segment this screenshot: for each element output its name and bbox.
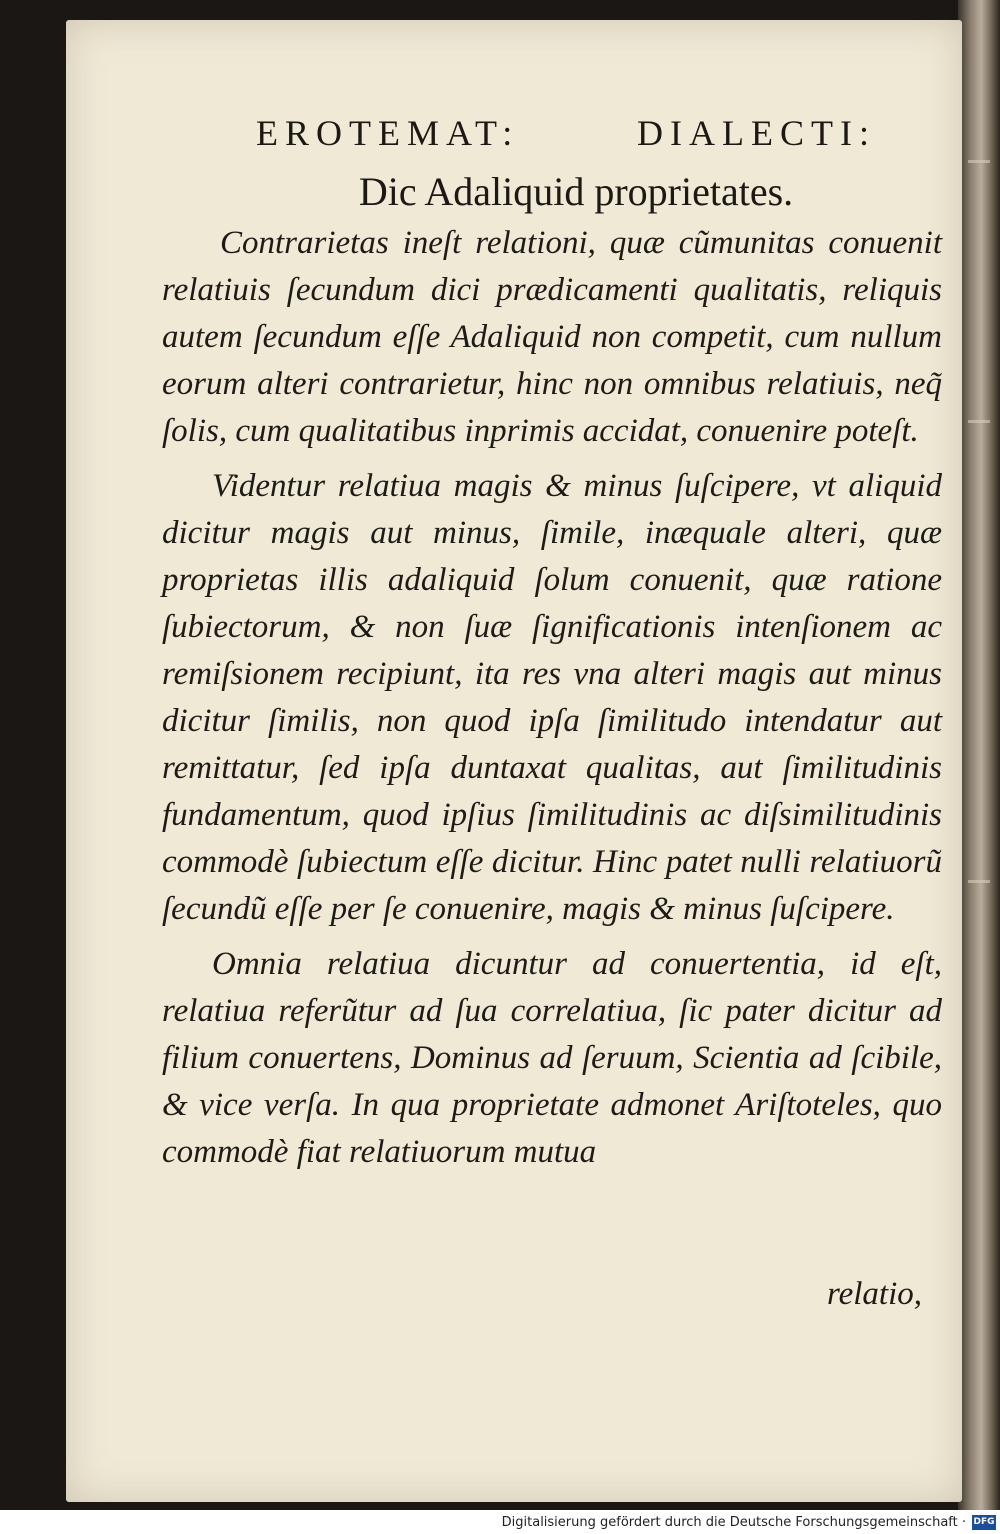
paragraph-3: Omnia relatiua dicuntur ad conuertentia, id eſt, relatiua referũtur ad ſua correlatiua, ſic pater dicitur ad filium conuertens, Dominus ad ſeruum, Scientia ad ſcibile, & vice verſa. In qua proprietate admonet Ariſtoteles, quo commodè fiat relatiuorum mutua — [162, 946, 942, 1170]
spine-mark — [968, 880, 990, 883]
catchword: relatio, — [826, 1276, 922, 1312]
running-head-left: EROTEMAT: — [256, 113, 520, 153]
footer-bar — [0, 1510, 1000, 1534]
book-spine — [958, 0, 1000, 1510]
spine-mark — [968, 420, 990, 423]
section-title: Dic Adaliquid proprietates. — [358, 169, 794, 214]
book-page — [66, 20, 962, 1502]
running-head — [256, 112, 876, 154]
paragraph-1: Contrarietas ineſt relationi, quæ cũmunitas conuenit relatiuis ſecundum dici prædicamenti qualitatis, reliquis autem ſecundum eſſe Adaliquid non competit, cum nullum eorum alteri contrarietur, hinc non omnibus relatiuis, neq̃ ſolis, cum qualitatibus inprimis accidat, conuenire poteſt. — [162, 225, 942, 449]
paragraph-2: Videntur relatiua magis & minus ſuſcipere, vt aliquid dicitur magis aut minus, ſimile, inæquale alteri, quæ proprietas illis adaliquid ſolum conuenit, quæ ratione ſubiectorum, & non ſuæ ſignificationis intenſionem ac remiſsionem recipiunt, ita res vna alteri magis aut minus dicitur ſimilis, non quod ipſa ſimilitudo intendatur aut remittatur, ſed ipſa duntaxat qualitas, aut ſimilitudinis fundamentum, quod ipſius ſimilitudinis ac diſsimilitudinis commodè ſubiectum eſſe dicitur. Hinc patet nulli relatiuorũ ſecundũ eſſe per ſe conuenire, magis & minus ſuſcipere. — [162, 468, 942, 927]
spine-mark — [968, 160, 990, 163]
dfg-logo-icon: DFG — [972, 1515, 996, 1530]
footer-credit: Digitalisierung gefördert durch die Deutsche Forschungsgemeinschaft · — [501, 1514, 966, 1530]
body-text — [162, 220, 942, 1176]
running-head-right: DIALECTI: — [637, 113, 876, 153]
